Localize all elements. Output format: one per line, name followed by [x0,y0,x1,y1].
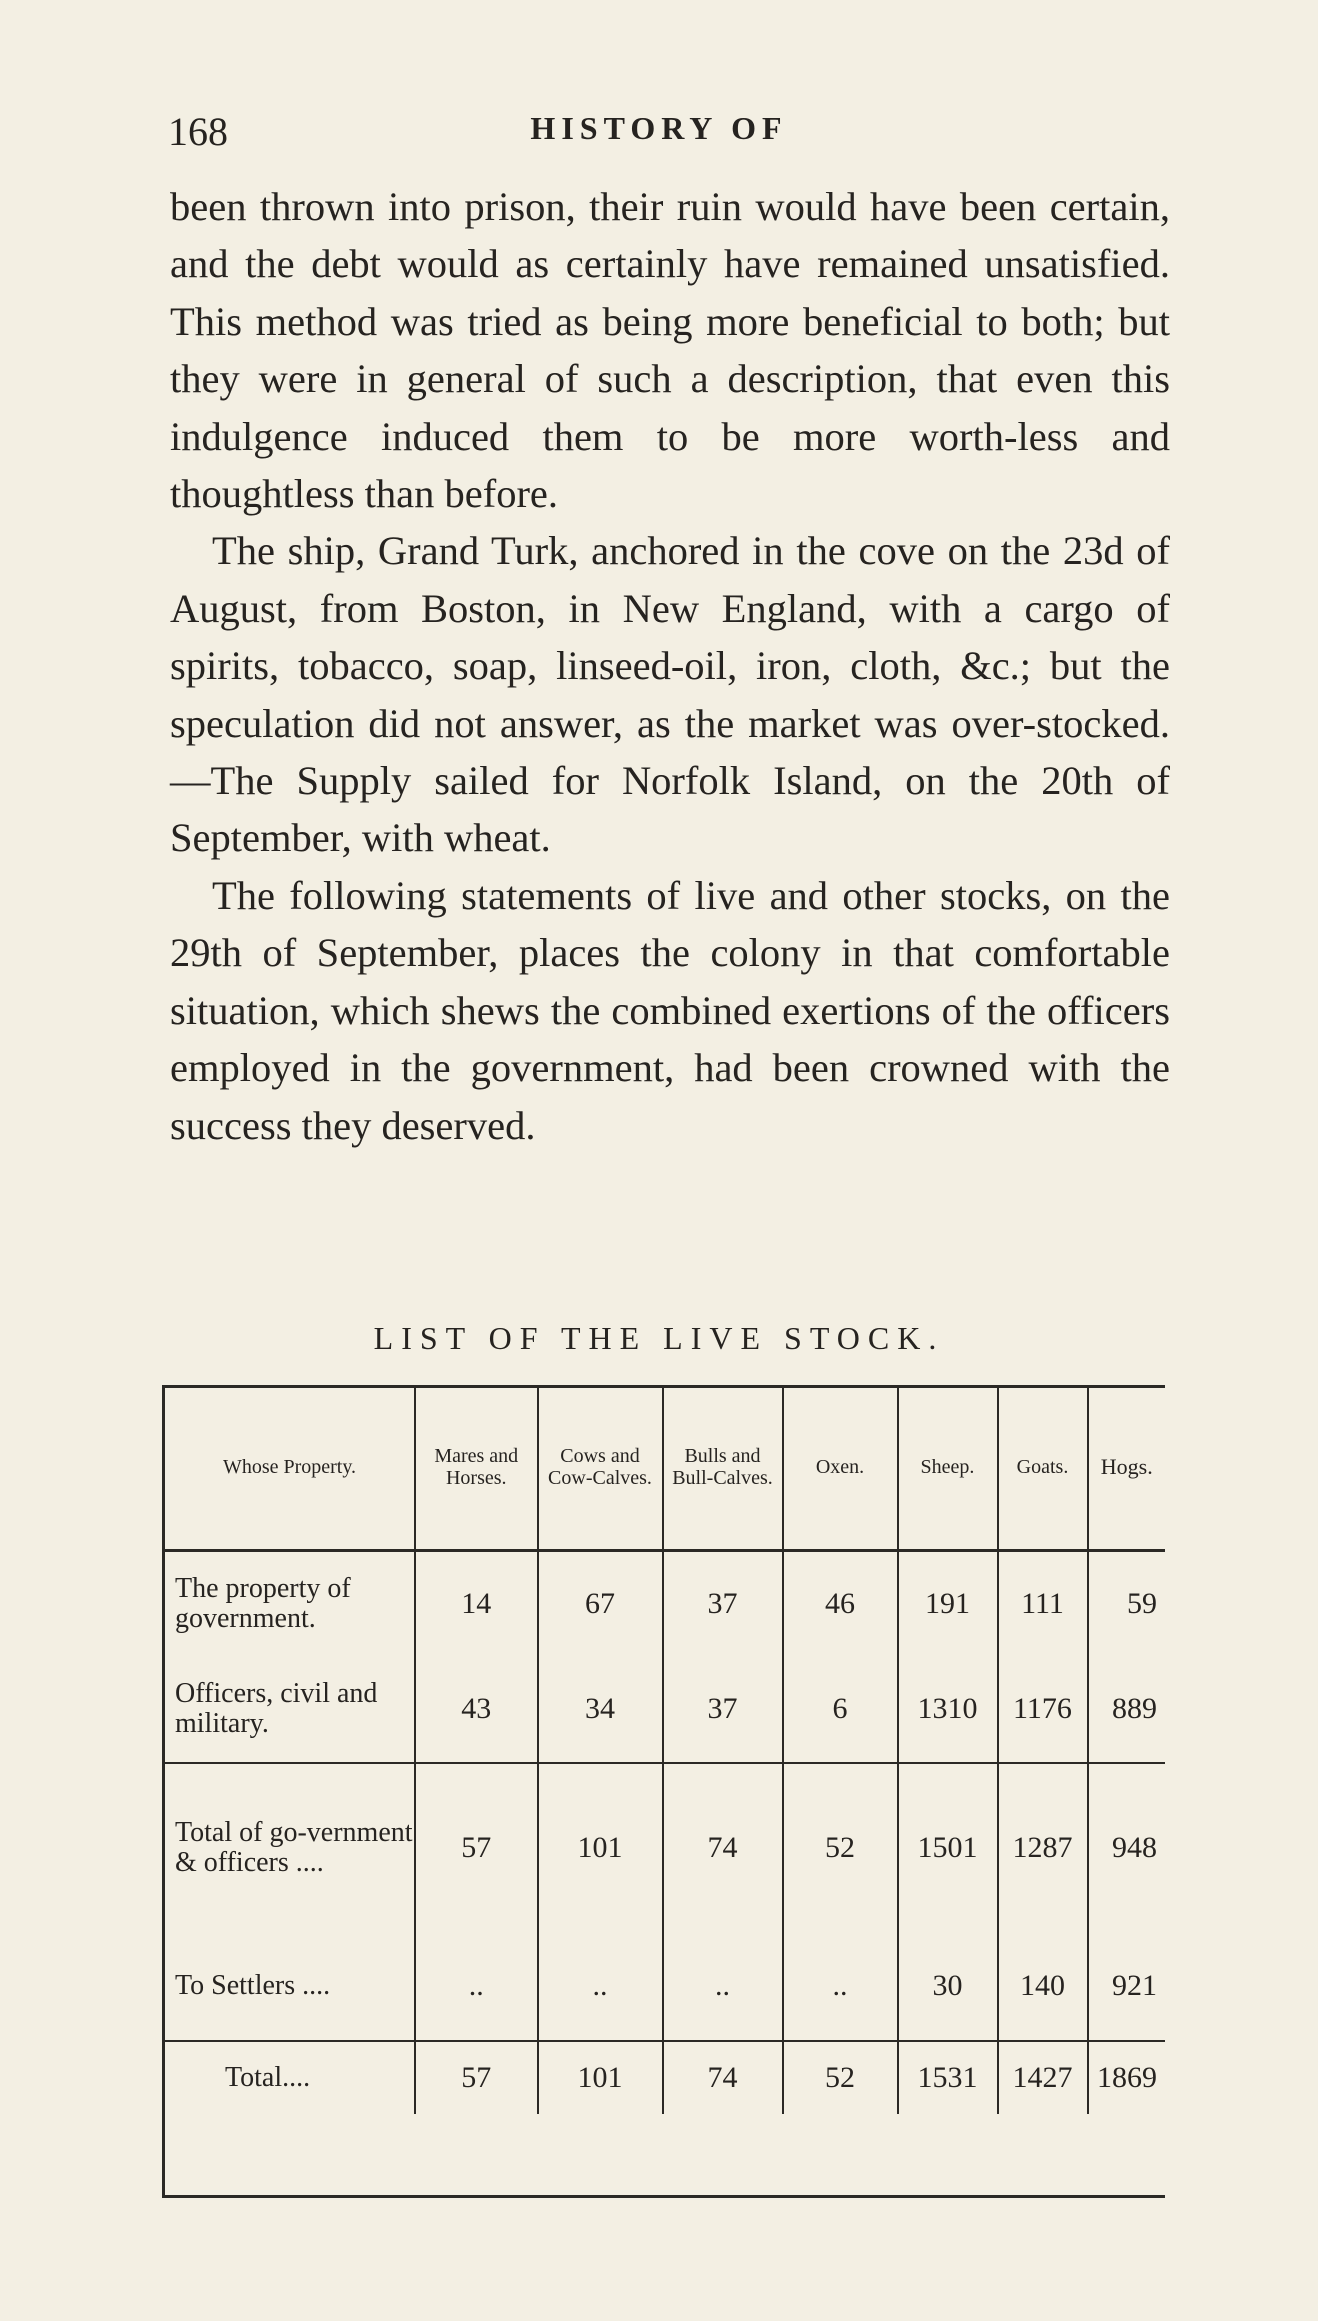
table-cell: 37 [663,1656,783,1763]
page-number: 168 [168,109,228,154]
table-cell: 1287 [998,1763,1088,1932]
table-cell: 948 [1112,1831,1157,1864]
table-cell: 1176 [998,1656,1088,1763]
header-mares-horses: Mares and Horses. [415,1385,538,1551]
table-cell: 74 [663,2041,783,2114]
table-cell: 43 [415,1656,538,1763]
paragraph-3: The following statements of live and other stocks, on the 29th of September, places the colony in that comfortable situation, which shews the combined exertions of the officers employed in the government, had been crowned with the success they deserved. [170,872,1170,1148]
header-whose-property: Whose Property. [165,1385,415,1551]
table-row [165,1763,1165,1932]
table-cell: 191 [898,1551,998,1657]
table-cell: 14 [415,1551,538,1657]
body-text [170,178,1170,1154]
table-cell: 101 [538,1763,663,1932]
table-cell: 1501 [898,1763,998,1932]
table-cell: 30 [898,1932,998,2041]
header-goats: Goats. [998,1385,1088,1551]
row-label: Total.... [165,2041,415,2114]
row-label: To Settlers .... [165,1932,415,2041]
paragraph-2: The ship, Grand Turk, anchored in the cove on the 23d of August, from Boston, in New England, with a cargo of spirits, tobacco, soap, linseed-oil, iron, cloth, &c.; but the speculation did not answer, as the market was over-stocked. —The Supply sailed for Norfolk Island, on the 20th of September, with wheat. [170,528,1170,861]
header-cows-calves: Cows and Cow-Calves. [538,1385,663,1551]
table-row [165,1932,1165,2041]
livestock-table-frame [162,1385,1165,2198]
table-cell: 101 [538,2041,663,2114]
table-cell: 6 [783,1656,898,1763]
table-cell: 52 [783,2041,898,2114]
table-cell: .. [415,1932,538,2041]
row-label: Officers, civil and military. [165,1656,415,1763]
table-cell: .. [783,1932,898,2041]
table-cell: 1869 [1097,2061,1157,2094]
header-sheep: Sheep. [898,1385,998,1551]
table-cell: 111 [998,1551,1088,1657]
header-row [165,1385,1165,1551]
table-cell: 889 [1088,1656,1166,1763]
table-cell: 52 [783,1763,898,1932]
table-cell: 37 [663,1551,783,1657]
header-oxen: Oxen. [783,1385,898,1551]
table-cell: 140 [998,1932,1088,2041]
table-cell: 46 [783,1551,898,1657]
table-cell: 34 [538,1656,663,1763]
table-cell: 57 [415,1763,538,1932]
table-title: LIST OF THE LIVE STOCK. [373,1320,945,1356]
table-cell: 59 [1127,1587,1157,1620]
table-cell: 67 [538,1551,663,1657]
header-bulls-calves: Bulls and Bull-Calves. [663,1385,783,1551]
table-row [165,1551,1165,1657]
table-row [165,1656,1165,1763]
table-row [165,2041,1165,2114]
header-hogs: Hogs. [1088,1385,1166,1551]
table-cell: .. [538,1932,663,2041]
row-label: The property of government. [165,1551,415,1657]
table-cell: 74 [663,1763,783,1932]
row-label: Total of go-vernment & officers .... [165,1763,415,1932]
table-cell: .. [663,1932,783,2041]
running-head: HISTORY OF [530,110,788,146]
paragraph-1: been thrown into prison, their ruin would have been certain, and the debt would as certainly have remained unsatisfied. This method was tried as being more beneficial to both; but they were in general of such a description, that even this indulgence induced them to be more worth-less and thoughtless than before. [170,184,1170,517]
table-cell: 921 [1088,1932,1166,2041]
table-cell: 57 [415,2041,538,2114]
table-cell: 1531 [898,2041,998,2114]
table-cell: 1427 [998,2041,1088,2114]
table-cell: 1310 [898,1656,998,1763]
livestock-table [165,1385,1165,2114]
